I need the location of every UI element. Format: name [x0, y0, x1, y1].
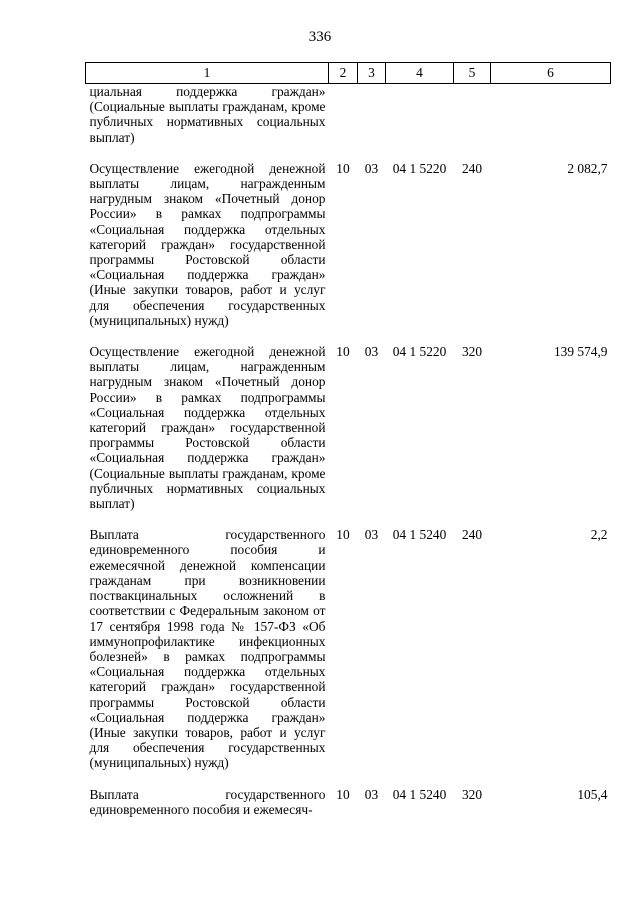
row-subsection: 03: [364, 160, 379, 176]
row-target-article: 04 1 5220: [392, 160, 447, 176]
column-header: 6: [491, 63, 611, 84]
row-expense-type: 240: [461, 160, 483, 176]
row-target-article: 04 1 5240: [392, 527, 447, 543]
row-amount: 105,4: [577, 786, 608, 802]
budget-table: [85, 62, 611, 833]
row-target-article: 04 1 5220: [392, 344, 447, 360]
column-header: 2: [329, 63, 358, 84]
column-header: 4: [386, 63, 454, 84]
row-section: [329, 84, 358, 161]
column-header: 3: [358, 63, 386, 84]
row-target-article: [386, 84, 454, 161]
row-section: 10: [336, 160, 350, 176]
row-amount: 139 574,9: [553, 344, 608, 360]
row-description: Выплата государственного единовременного пособия и ежемесяч-: [89, 786, 326, 817]
row-description: Осуществление ежегодной денежной выплаты лицам, награжденным нагрудным знаком «Почетный донор России» в рамках подпрограммы «Социальная поддержка отдельных категорий граждан» государственной программы Ростовской области «Социальная поддержка граждан» (Социальные выплаты гражданам, кроме публичных нормативных социальных выплат): [89, 344, 326, 512]
row-expense-type: 320: [461, 344, 483, 360]
row-section: 10: [336, 344, 350, 360]
row-expense-type: [454, 84, 491, 161]
row-expense-type: 320: [461, 786, 483, 802]
page-number: 336: [308, 29, 332, 45]
table-header-row: [86, 63, 611, 84]
row-section: 10: [336, 786, 350, 802]
row-amount: [491, 84, 611, 161]
row-description: Выплата государственного единовременного пособия и ежемесячной денежной компенсации гражданам при возникновении поствакцинальных осложнений в соответствии с Федеральным законом от 17 сентября 1998 года № 157-ФЗ «Об иммунопрофилактике инфекционных болезней» в рамках подпрограммы «Социальная поддержка отдельных категорий граждан» государственной программы Ростовской области «Социальная поддержка граждан» (Иные закупки товаров, работ и услуг для обеспечения государственных (муниципальных) нужд): [89, 527, 326, 771]
row-target-article: 04 1 5240: [392, 786, 447, 802]
row-subsection: 03: [364, 786, 379, 802]
row-description: Осуществление ежегодной денежной выплаты лицам, награжденным нагрудным знаком «Почетный донор России» в рамках подпрограммы «Социальная поддержка отдельных категорий граждан» государственной программы Ростовской области «Социальная поддержка граждан» (Иные закупки товаров, работ и услуг для обеспечения государственных (муниципальных) нужд): [89, 160, 326, 328]
column-header: 5: [454, 63, 491, 84]
table-row: [86, 161, 611, 344]
row-subsection: 03: [364, 344, 379, 360]
row-subsection: [358, 84, 386, 161]
row-expense-type: 240: [461, 527, 483, 543]
column-header: 1: [86, 63, 329, 84]
row-subsection: 03: [364, 527, 379, 543]
row-amount: 2,2: [590, 527, 608, 543]
table-row: [86, 787, 611, 833]
row-section: 10: [336, 527, 350, 543]
table-row: [86, 344, 611, 527]
row-amount: 2 082,7: [567, 160, 608, 176]
row-description: циальная поддержка граждан» (Социальные выплаты гражданам, кроме публичных нормативных социальных выплат): [89, 84, 326, 145]
table-row: [86, 84, 611, 161]
table-row: [86, 527, 611, 786]
